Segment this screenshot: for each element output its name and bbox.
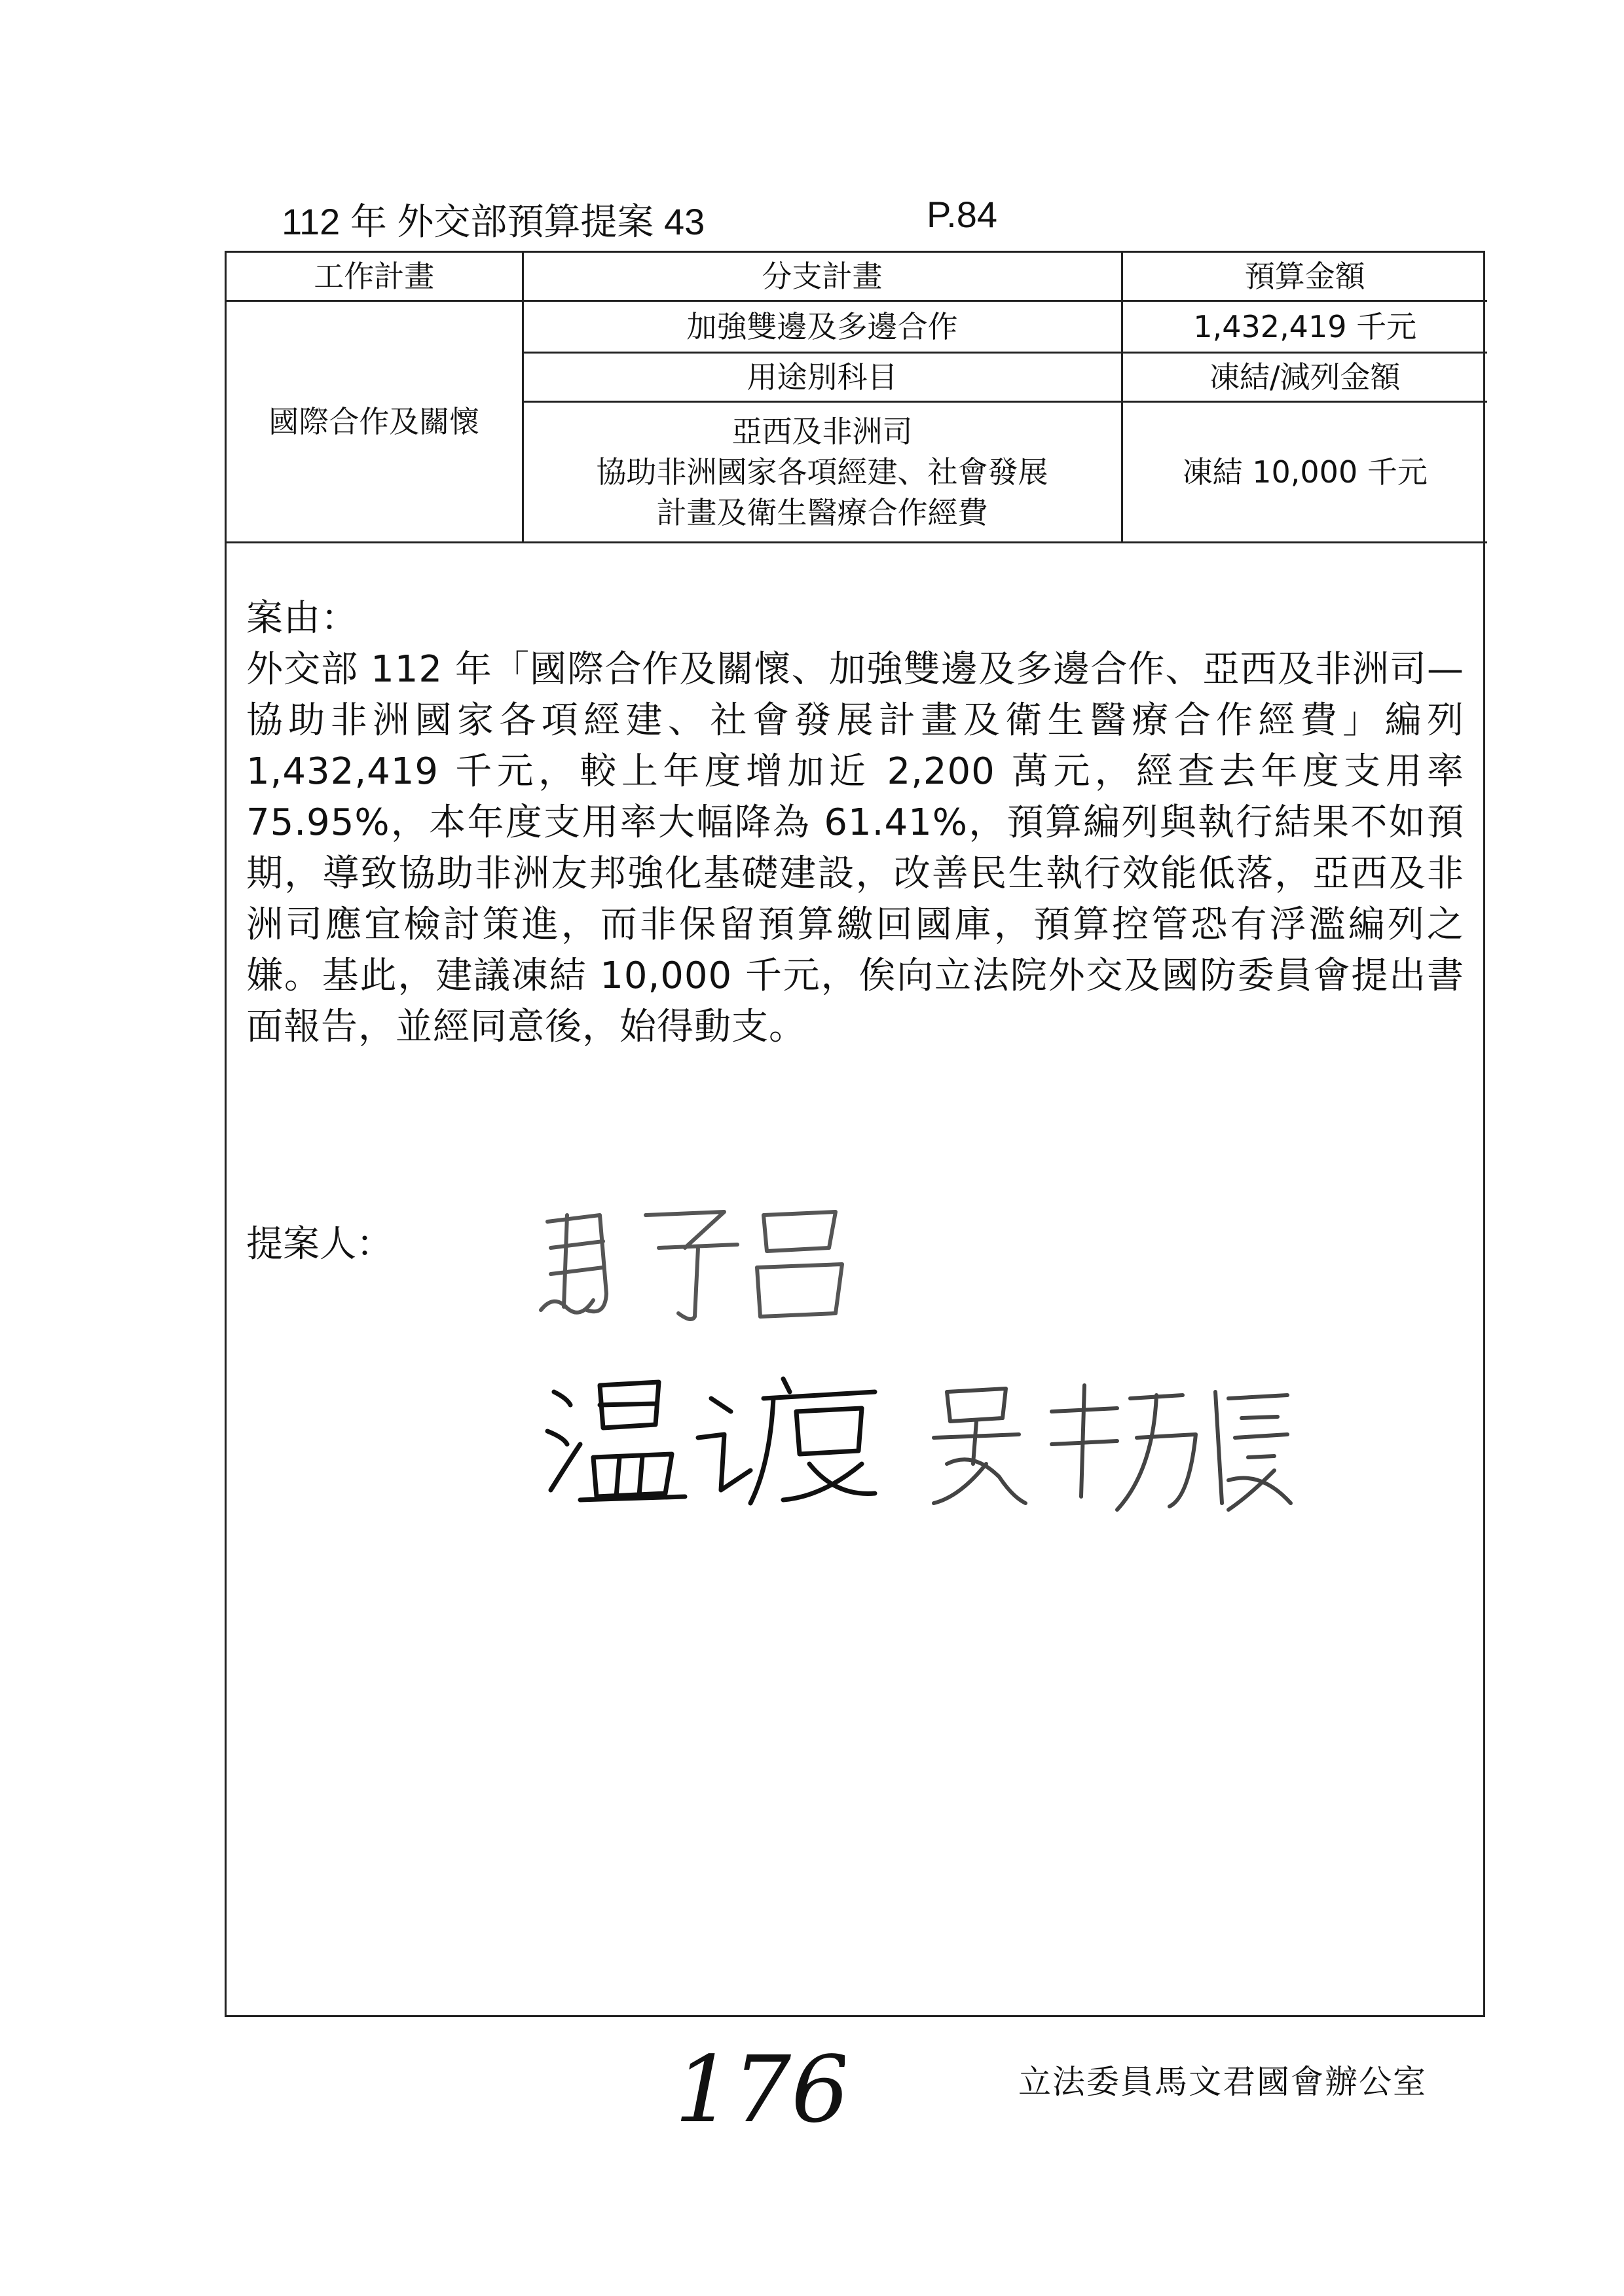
signature-wen-yu-hsia (534, 1366, 901, 1510)
sub-plan-cell: 加強雙邊及多邊合作 (523, 301, 1122, 353)
usage-item-line: 亞西及非洲司 (731, 413, 913, 449)
header-freeze-amount: 凍結/減列金額 (1122, 353, 1487, 402)
usage-item-line: 協助非洲國家各項經建、社會發展 (596, 454, 1048, 490)
signature-ma-wen-chun (528, 1195, 868, 1326)
header-usage-item: 用途別科目 (523, 353, 1122, 402)
usage-item-cell (523, 402, 1122, 543)
signature-wu-szu-huai (921, 1372, 1301, 1516)
page-reference: P.84 (927, 194, 997, 235)
header-sub-plan: 分支計畫 (523, 253, 1122, 301)
header-work-plan: 工作計畫 (227, 253, 523, 301)
proposal-frame (225, 251, 1485, 2017)
budget-table (227, 253, 1487, 543)
reason-text: 外交部 112 年「國際合作及關懷、加強雙邊及多邊合作、亞西及非洲司—協助非洲國家各項經建、社會發展計畫及衛生醫療合作經費」編列 1,432,419 千元，較上年度增加近 2,200 萬元，經查去年度支用率 75.95%，本年度支用率大幅降為 61.41%，預算編列與執行結果不如預期，導致協助非洲友邦強化基礎建設，改善民生執行效能低落，亞西及非洲司應宜檢討策進，而非保留預算繳回國庫，預算控管恐有浮濫編列之嫌。基此，建議凍結 10,000 千元，俟向立法院外交及國防委員會提出書面報告，並經同意後，始得動支。 (246, 648, 1464, 1048)
usage-item-line: 計畫及衛生醫療合作經費 (656, 495, 988, 531)
header-budget-amount: 預算金額 (1122, 253, 1487, 301)
page-number (661, 2036, 845, 2141)
page-number-text: 176 (674, 2037, 845, 2141)
freeze-amount-cell: 凍結 10,000 千元 (1122, 402, 1487, 543)
proposer-label: 提案人： (246, 1223, 393, 1266)
proposal-title: 112 年 外交部預算提案 43 (282, 201, 705, 242)
budget-amount-cell: 1,432,419 千元 (1122, 301, 1487, 353)
reason-label: 案由： (246, 597, 358, 640)
office-name: 立法委員馬文君國會辦公室 (1018, 2063, 1427, 2101)
work-plan-cell: 國際合作及關懷 (227, 301, 523, 543)
reason-section (246, 593, 1464, 1053)
